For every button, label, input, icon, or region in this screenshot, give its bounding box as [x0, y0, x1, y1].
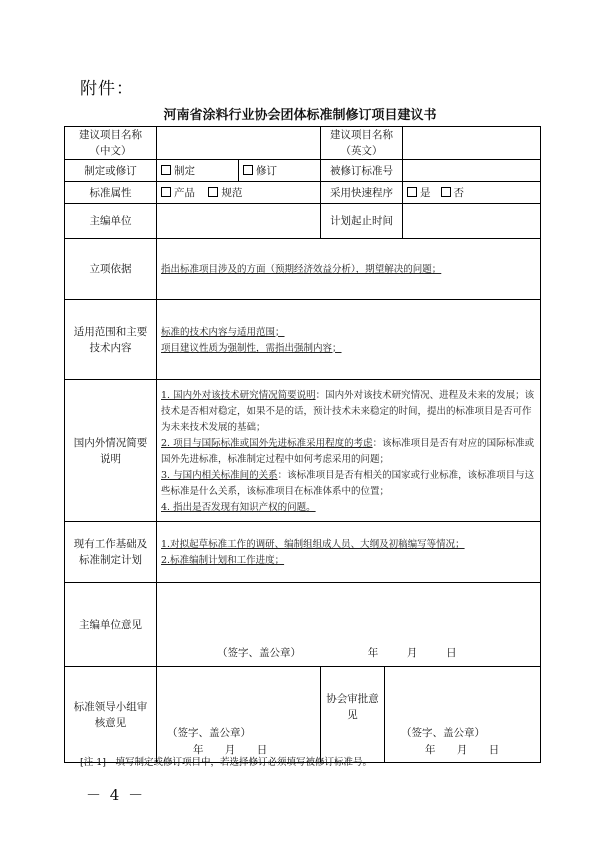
basis-label: 立项依据: [65, 239, 157, 300]
type-option-create-label: 制定: [174, 165, 195, 177]
review-label: 标准领导小组审核意见: [65, 667, 157, 763]
period-label: 计划起止时间: [321, 204, 403, 239]
plan-hint-2: 2.标准编制计划和工作进度；: [161, 555, 285, 566]
approve-day: 日: [488, 744, 500, 756]
row-plan: [65, 522, 541, 583]
fast-track-yes: 是: [420, 187, 431, 199]
opinion-sign: （签字、盖公章）: [217, 647, 301, 659]
status-label: 国内外情况简要说明: [65, 380, 157, 522]
document-title: 河南省涂料行业协会团体标准制修订项目建议书: [163, 108, 437, 123]
attribute-option-spec: 规范: [221, 187, 243, 199]
name-en-label: 建议项目名称（英文）: [321, 127, 403, 160]
footnote: [注 1] 填写制定或修订项目中，若选择修订必须填写被修订标准号。: [80, 757, 372, 768]
status-p1-heading: 1. 国内外对该技术研究情况简要说明: [161, 389, 316, 401]
approve-year: 年: [425, 744, 436, 756]
revised-standard-label: 被修订标准号: [321, 160, 403, 182]
approve-field[interactable]: [385, 667, 541, 763]
opinion-day: 日: [446, 647, 457, 659]
proposal-form-table: [64, 126, 541, 763]
name-cn-label: 建议项目名称（中文）: [65, 127, 157, 160]
approve-month: 月: [456, 744, 468, 756]
row-attribute: [65, 182, 541, 204]
review-year: 年: [193, 744, 204, 756]
status-p2-text: ：该标准项目是否有对应的国际标准或国外先进标准，标准制定过程中如何考虑采用的问题；: [161, 437, 535, 465]
name-cn-field[interactable]: [157, 127, 321, 160]
name-en-field[interactable]: [403, 127, 541, 160]
editor-field[interactable]: [157, 204, 321, 239]
status-p4: 4. 指出是否发现有知识产权的问题。: [161, 501, 316, 513]
approve-sign: （签字、盖公章）: [401, 727, 485, 739]
checkbox-icon[interactable]: [407, 187, 417, 197]
checkbox-icon[interactable]: [243, 165, 253, 175]
opinion-month: 月: [406, 647, 418, 659]
editor-label: 主编单位: [65, 204, 157, 239]
fast-track-label: 采用快速程序: [321, 182, 403, 204]
attribute-options: [157, 182, 321, 204]
opinion-year: 年: [367, 647, 379, 659]
checkbox-icon[interactable]: [161, 187, 171, 197]
attribute-option-product: 产品: [174, 187, 195, 199]
review-day: 日: [256, 744, 268, 756]
row-basis: [65, 239, 541, 300]
opinion-label: 主编单位意见: [65, 583, 157, 667]
row-project-name: [65, 127, 541, 160]
type-option-create[interactable]: [157, 160, 239, 182]
attachment-label: 附件：: [80, 79, 134, 99]
row-scope: [65, 300, 541, 380]
row-type: [65, 160, 541, 182]
plan-label: 现有工作基础及标准制定计划: [65, 522, 157, 583]
fast-track-no: 否: [453, 187, 465, 199]
approve-label: 协会审批意见: [321, 667, 385, 763]
row-editor: [65, 204, 541, 239]
scope-label: 适用范围和主要技术内容: [65, 300, 157, 380]
row-editor-opinion: [65, 583, 541, 667]
status-p3-text: ：该标准项目是否有相关的国家或行业标准，该标准项目与这些标准是什么关系，该标准项目在标准体系中的位置；: [161, 469, 535, 497]
opinion-field[interactable]: [157, 583, 541, 667]
plan-field[interactable]: [157, 522, 541, 583]
checkbox-icon[interactable]: [441, 187, 451, 197]
plan-hint-1: 1.对拟起草标准工作的调研、编制组组成人员、大纲及初稿编写等情况；: [161, 539, 465, 550]
status-field[interactable]: [157, 380, 541, 522]
basis-hint: 指出标准项目涉及的方面（预期经济效益分析），期望解决的问题；: [161, 264, 442, 275]
page-number: － 4 －: [86, 786, 146, 804]
row-status: [65, 380, 541, 522]
fast-track-options: [403, 182, 541, 204]
scope-field[interactable]: [157, 300, 541, 380]
review-sign: （签字、盖公章）: [167, 727, 251, 739]
period-field[interactable]: [403, 204, 541, 239]
row-review-approve: [65, 667, 541, 763]
status-p3-heading: 3. 与国内相关标准间的关系: [161, 469, 278, 481]
scope-hint-1: 标准的技术内容与适用范围；: [161, 326, 285, 338]
type-option-revise[interactable]: [239, 160, 321, 182]
status-p2-heading: 2. 项目与国际标准或国外先进标准采用程度的考虑: [161, 437, 373, 449]
checkbox-icon[interactable]: [161, 165, 171, 175]
type-label: 制定或修订: [65, 160, 157, 182]
revised-standard-field[interactable]: [403, 160, 541, 182]
attribute-label: 标准属性: [65, 182, 157, 204]
checkbox-icon[interactable]: [208, 187, 218, 197]
scope-hint-2: 项目建议性质为强制性，需指出强制内容；: [161, 342, 342, 354]
review-field[interactable]: [157, 667, 321, 763]
status-p1-text: ：国内外对该技术研究情况、进程及未来的发展；该技术是否相对稳定，如果不是的话，预计技术未来稳定的时间，提出的标准项目是否可作为未来技术发展的基础；: [161, 389, 535, 433]
review-month: 月: [224, 744, 236, 756]
basis-field[interactable]: [157, 239, 541, 300]
type-option-revise-label: 修订: [256, 165, 277, 177]
